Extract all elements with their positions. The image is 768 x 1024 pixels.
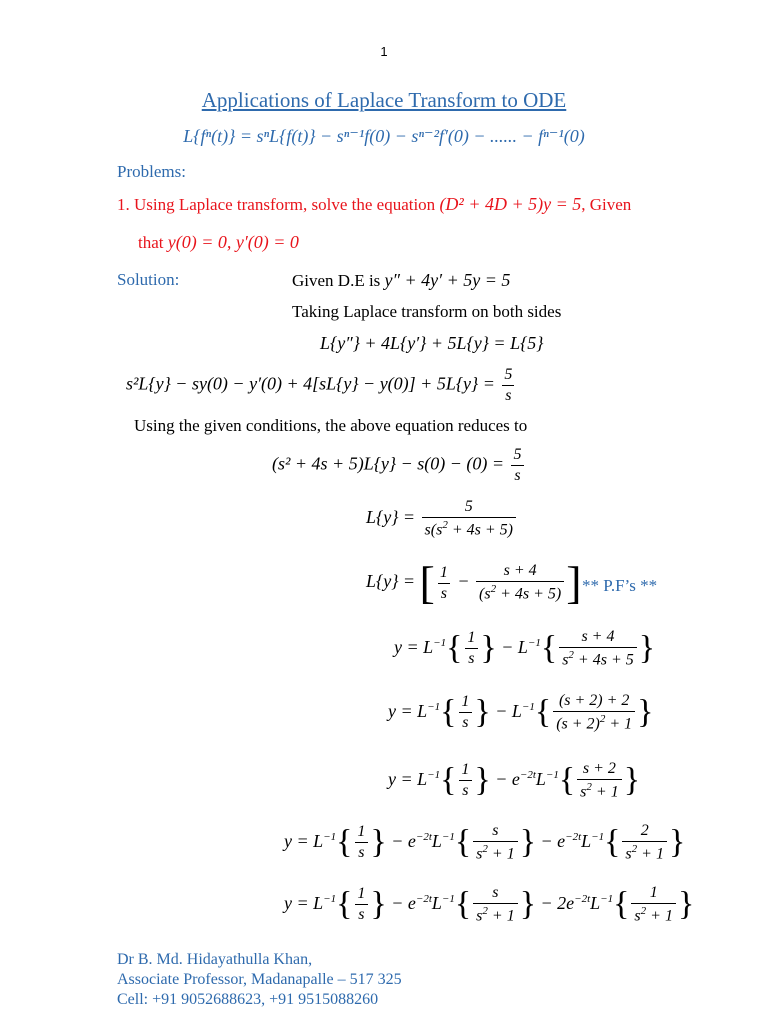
equation-8: $y = L^{-1}${ $\frac{1}{s}$ } − $e^{-2t}L^{-1}${ $\frac{s + 2}{s^2 + 1}$ } bbox=[388, 760, 641, 801]
using-conditions-text: Using the given conditions, the above equation reduces to bbox=[134, 416, 528, 435]
problems-heading: Problems: bbox=[117, 162, 186, 181]
equation-6: $y = L^{-1}${ $\frac{1}{s}$ } − $L^{-1}${ $\frac{s + 4}{s^2 + 4s + 5}$ } bbox=[394, 628, 656, 669]
fraction-5-over-s-quadratic: $\frac{5}{s(s^2 + 4s + 5)}$ bbox=[422, 498, 516, 539]
fraction-5-over-s: $\frac{5}{s}$ bbox=[511, 446, 525, 485]
equation-4 bbox=[366, 498, 518, 539]
solution-heading: Solution: bbox=[117, 270, 180, 289]
problem-1-conditions: y(0) = 0, y′(0) = 0 bbox=[167, 232, 299, 252]
given-de-equation: y″ + 4y′ + 5y = 5 bbox=[384, 270, 511, 290]
page-number: 1 bbox=[380, 44, 388, 59]
equation-10: $y = L^{-1}${ $\frac{1}{s}$ } − $e^{-2t}L^{-1}${ $\frac{s}{s^2 + 1}$ } − $2e^{-2t}L^{-1}${ $\frac{1}{s^2 + 1}$ } bbox=[284, 884, 695, 925]
problem-1-line-2 bbox=[138, 232, 299, 253]
problem-1-text: 1. Using Laplace transform, solve the equation bbox=[117, 195, 436, 214]
y-label: y = bbox=[284, 892, 309, 913]
footer-contact: Cell: +91 9052688623, +91 9515088260 bbox=[117, 991, 379, 1008]
equation-3 bbox=[272, 446, 527, 485]
footer-name: Dr B. Md. Hidayathulla Khan, bbox=[117, 951, 313, 968]
equation-7: $y = L^{-1}${ $\frac{1}{s}$ } − $L^{-1}${ $\frac{(s + 2) + 2}{(s + 2)^2 + 1}$ } bbox=[388, 692, 654, 733]
partial-fractions-note: ** P.F’s ** bbox=[582, 576, 658, 595]
equation-2 bbox=[126, 366, 517, 405]
y-label: y = bbox=[388, 700, 413, 721]
equation-5: L{y} = [ $\frac{1}{s}$ − $\frac{s + 4}{(s^2 + 4s + 5)}$ ] bbox=[366, 557, 582, 608]
equation-2-left: s²L{y} − sy(0) − y′(0) + 4[sL{y} − y(0)] + 5L{y} = bbox=[126, 373, 495, 394]
problem-1-equation: (D² + 4D + 5)y = 5 bbox=[439, 194, 582, 214]
fraction-1-over-s: $\frac{1}{s}$ bbox=[437, 564, 451, 603]
problem-1-given: , Given bbox=[581, 195, 632, 214]
given-de-line bbox=[292, 270, 510, 291]
problem-1-that: that bbox=[138, 233, 164, 252]
fraction-5-over-s: $\frac{5}{s}$ bbox=[501, 366, 515, 405]
page-title: Applications of Laplace Transform to ODE bbox=[201, 88, 567, 112]
given-de-text: Given D.E is bbox=[292, 271, 381, 290]
problem-1-line-1 bbox=[117, 194, 631, 215]
fraction-s4-over-quadratic: $\frac{s + 4}{(s^2 + 4s + 5)}$ bbox=[476, 562, 564, 603]
y-label: y = bbox=[394, 636, 419, 657]
footer bbox=[117, 950, 402, 1010]
footer-designation: Associate Professor, Madanapalle – 517 325 bbox=[117, 971, 402, 988]
ly-label: L{y} = bbox=[366, 571, 416, 592]
taking-laplace-text: Taking Laplace transform on both sides bbox=[292, 302, 562, 321]
ly-label: L{y} = bbox=[366, 506, 416, 527]
equation-3-left: (s² + 4s + 5)L{y} − s(0) − (0) = bbox=[272, 453, 505, 474]
laplace-derivative-formula: L{fⁿ(t)} = sⁿL{f(t)} − sⁿ⁻¹f(0) − sⁿ⁻²f′(0) − ...... − fⁿ⁻¹(0) bbox=[183, 126, 585, 146]
equation-1: L{y″} + 4L{y′} + 5L{y} = L{5} bbox=[320, 333, 544, 353]
y-label: y = bbox=[284, 830, 309, 851]
y-label: y = bbox=[388, 768, 413, 789]
equation-9: $y = L^{-1}${ $\frac{1}{s}$ } − $e^{-2t}L^{-1}${ $\frac{s}{s^2 + 1}$ } − $e^{-2t}L^{-1}${ $\frac{2}{s^2 + 1}$ } bbox=[284, 822, 686, 863]
